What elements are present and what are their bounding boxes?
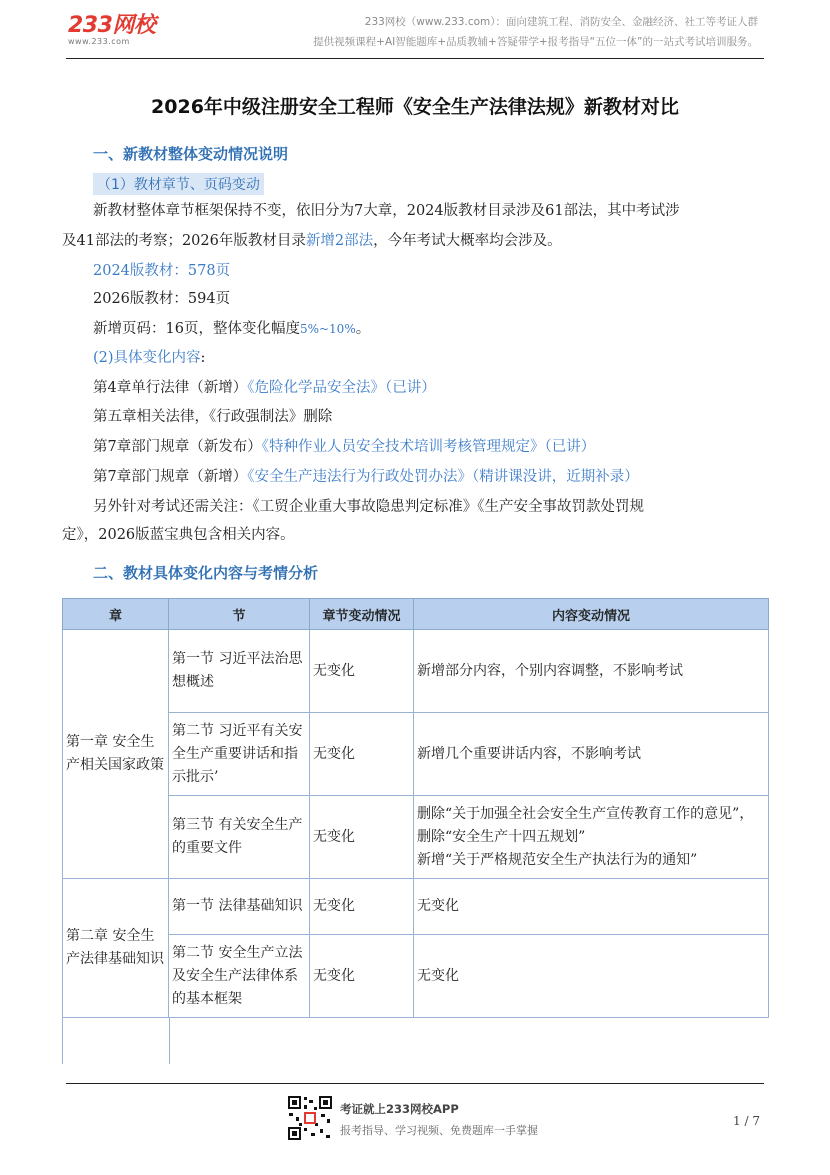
col-header-section: 节 [169,599,310,630]
logo-url: www.233.com [68,37,130,46]
header-line-2: 提供视频课程+AI智能题库+品质教辅+答疑带学+报考指导“五位一体”的一站式考试培训服务。 [313,36,758,48]
chapter-cell: 第二章 安全生产法律基础知识 [63,879,169,1018]
edition-2024-pages: 2024版教材：578页 [93,263,231,279]
page-title: 2026年中级注册安全工程师《安全生产法律法规》新教材对比 [151,96,679,118]
col-header-section-change: 章节变动情况 [310,599,414,630]
subsection-2-heading: (2)具体变化内容: [93,350,206,366]
qr-code-icon [287,1095,333,1141]
section-change-cell: 无变化 [310,713,414,796]
col-header-content-change: 内容变动情况 [414,599,769,630]
para-1-line-1: 新教材整体章节框架保持不变，依旧分为7大章，2024版教材目录涉及61部法，其中考试涉 [93,203,680,219]
col-header-chapter: 章 [63,599,169,630]
change-ch4: 第4章单行法律（新增）《危险化学品安全法》（已讲） [93,380,436,396]
header-tagline [238,12,758,52]
section-cell: 第一节 习近平法治思想概述 [169,630,310,713]
content-change-cell: 新增几个重要讲话内容，不影响考试 [414,713,769,796]
edition-2026-pages: 2026版教材：594页 [93,291,231,307]
section-change-cell: 无变化 [310,796,414,879]
table-continuation [62,1018,170,1064]
section-cell: 第二节 安全生产立法及安全生产法律体系的基本框架 [169,935,310,1018]
page-number: 1 / 7 [733,1114,760,1128]
chapter-cell: 第一章 安全生产相关国家政策 [63,630,169,879]
logo-text: 233网校 [68,13,156,38]
content-change-cell: 新增部分内容，个别内容调整，不影响考试 [414,630,769,713]
content-change-cell [414,796,769,879]
section-change-cell: 无变化 [310,879,414,935]
footer-app-promo: 考证就上233网校APP [340,1102,459,1116]
table-header-row [63,599,769,630]
change-ch5: 第五章相关法律，《行政强制法》删除 [93,409,333,425]
section-cell: 第二节 习近平有关安全生产重要讲话和指示批示’ [169,713,310,796]
footer-app-subtext: 报考指导、学习视频、免费题库一手掌握 [340,1124,538,1137]
section-change-cell: 无变化 [310,935,414,1018]
change-ch7-a: 第7章部门规章（新发布）《特种作业人员安全技术培训考核管理规定》（已讲） [93,439,596,455]
table-row [63,630,769,713]
section-change-cell: 无变化 [310,630,414,713]
table-row [63,879,769,935]
section-2-heading: 二、教材具体变化内容与考情分析 [93,564,319,582]
extra-note-line-1: 另外针对考试还需关注：《工贸企业重大事故隐患判定标准》《生产安全事故罚款处罚规 [93,499,644,515]
extra-note-line-2: 定》，2026版蓝宝典包含相关内容。 [62,527,295,543]
content-change-cell: 无变化 [414,879,769,935]
new-pages-line: 新增页码：16页，整体变化幅度5%~10%。 [93,321,371,337]
table-row [63,713,769,796]
para-1-line-2: 及41部法的考察；2026年版教材目录新增2部法，今年考试大概率均会涉及。 [62,233,562,249]
content-change-line: 删除“关于加强全社会安全生产宣传教育工作的意见”，删除“安全生产十四五规划” [417,805,754,845]
section-cell: 第一节 法律基础知识 [169,879,310,935]
content-change-line: 新增“关于严格规范安全生产执法行为的通知” [417,851,698,868]
change-ch7-b: 第7章部门规章（新增）《安全生产违法行为行政处罚办法》（精讲课没讲，近期补录） [93,469,639,485]
section-1-heading: 一、新教材整体变动情况说明 [93,145,289,163]
page-header [0,0,830,60]
header-line-1: 233网校（www.233.com）：面向建筑工程、消防安全、金融经济、社工等考证人群 [364,16,758,28]
section-cell: 第三节 有关安全生产的重要文件 [169,796,310,879]
brand-logo[interactable] [68,8,155,46]
subsection-1-heading: （1）教材章节、页码变动 [93,173,264,195]
changes-table [62,598,769,1018]
table-row [63,935,769,1018]
footer-divider [66,1083,764,1084]
header-divider [66,58,764,59]
content-change-cell: 无变化 [414,935,769,1018]
table-row [63,796,769,879]
